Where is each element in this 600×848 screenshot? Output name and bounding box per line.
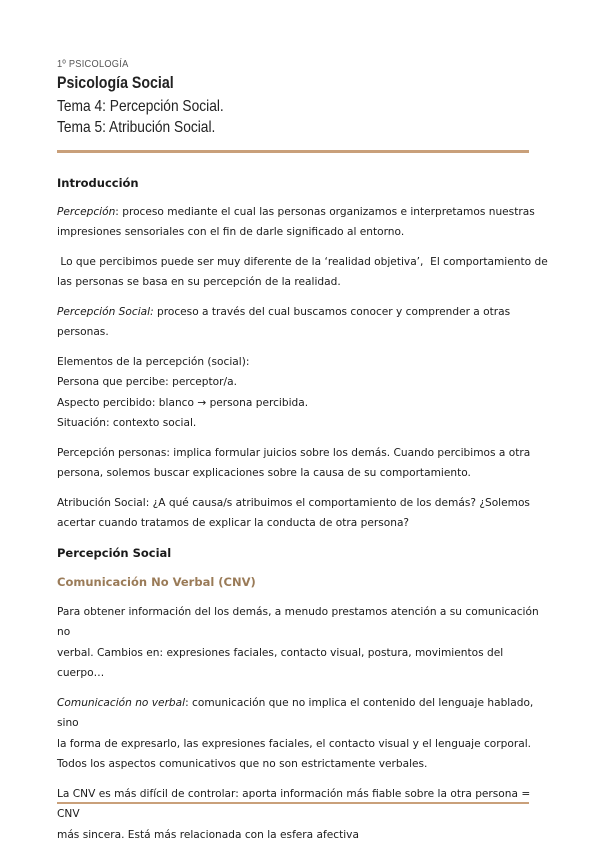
paragraph-cnv-control: La CNV es más difícil de controlar: aporta información más fiable sobre la otra persona = CNV [57,787,531,820]
paragraph-perception: Percepción: proceso mediante el cual las personas organizamos e interpretamos nuestras [57,205,535,218]
term-cnv: Comunicación no verbal [57,696,186,709]
term-perception: Percepción [57,205,116,218]
paragraph-attribution-cont: acertar cuando tratamos de explicar la conducta de otra persona? [57,517,410,529]
paragraph-cnv-definition-end: Todos los aspectos comunicativos que no son estrictamente verbales. [57,758,428,770]
paragraph-cnv-intro-cont: verbal. Cambios en: expresiones faciales, contacto visual, postura, movimientos del cuerpo… [57,646,504,679]
header-divider [57,150,529,153]
paragraph-attribution: Atribución Social: ¿A qué causa/s atribuimos el comportamiento de los demás? ¿Solemos [57,496,530,509]
paragraph-reality-cont: las personas se basa en su percepción de la realidad. [57,276,341,288]
paragraph-social-perception: Percepción Social: proceso a través del cual buscamos conocer y comprender a otras personas. [57,305,511,338]
topic-4-title: Tema 4: Percepción Social. [57,98,224,115]
course-label: 1º PSICOLOGÍA [57,58,129,70]
paragraph-cnv-intro: Para obtener información del los demás, a menudo prestamos atención a su comunicación no [57,605,539,638]
paragraph-person-perception-cont: persona, solemos buscar explicaciones sobre la causa de su comportamiento. [57,467,471,479]
document-body [57,170,548,845]
elements-heading: Elementos de la percepción (social): [57,355,250,368]
element-target: Aspecto percibido: blanco → persona percibida. [57,396,309,409]
term-social-perception: Percepción Social: [57,305,154,318]
paragraph-perception-cont: impresiones sensoriales con el fin de darle significado al entorno. [57,226,405,238]
paragraph-person-perception: Percepción personas: implica formular juicios sobre los demás. Cuando percibimos a otra [57,446,531,459]
topic-5-title: Tema 5: Atribución Social. [57,119,216,136]
footer-divider [57,802,529,804]
section-heading: Percepción Social [57,545,172,560]
paragraph-reality: Lo que percibimos puede ser muy diferente de la ‘realidad objetiva’, El comportamiento de [57,255,548,268]
paragraph-cnv-definition-cont: la forma de expresarlo, las expresiones faciales, el contacto visual y el lenguaje corporal. [57,737,532,750]
element-situation: Situación: contexto social. [57,417,197,429]
paragraph-cnv-control-cont: más sincera. Está más relacionada con la esfera afectiva [57,828,359,841]
paragraph-cnv-definition: Comunicación no verbal: comunicación que no implica el contenido del lenguaje hablado, sino [57,696,534,729]
subsection-heading: Comunicación No Verbal (CNV) [57,575,256,589]
subject-title: Psicología Social [57,74,174,92]
element-perceiver: Persona que percibe: perceptor/a. [57,376,237,388]
intro-heading: Introducción [57,176,139,190]
